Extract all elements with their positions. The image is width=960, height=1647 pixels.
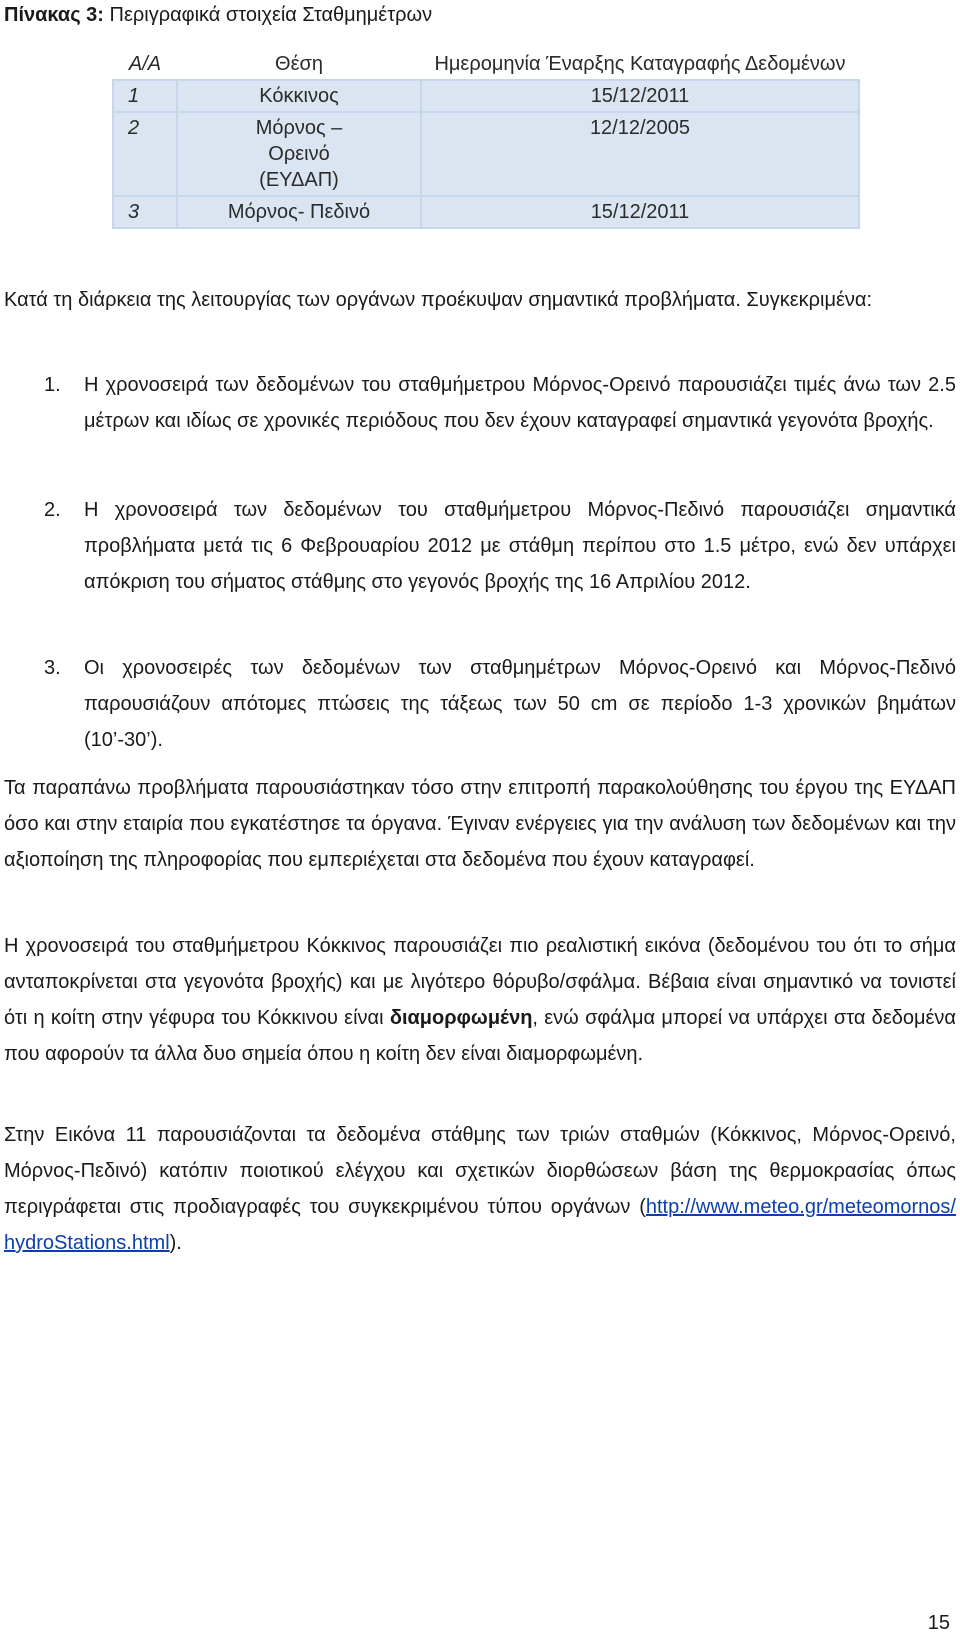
list-item — [44, 650, 956, 758]
header-date: Ημερομηνία Έναρξης Καταγραφής Δεδομένων — [421, 49, 859, 80]
paragraph-3 — [4, 1117, 956, 1261]
table-row — [113, 112, 859, 196]
stations-table — [112, 49, 860, 229]
table-row — [113, 196, 859, 228]
paragraph-2-text-end: , ενώ σφάλμα μπορεί να υπάρχει στα δεδομένα που αφορούν τα άλλα δυο σημεία όπου η κοίτη δεν είναι διαμορφωμένη. — [4, 1007, 956, 1065]
list-text: Η χρονοσειρά των δεδομένων του σταθμήμετρου Μόρνος-Πεδινό παρουσιάζει σημαντικά προβλήματα μετά τις 6 Φεβρουαρίου 2012 με στάθμη περίπου στο 1.5 μέτρο, ενώ δεν υπάρχει απόκριση του σήματος στάθμης στο γεγονός βροχής της 16 Απριλίου 2012. — [84, 499, 956, 593]
row-aa: 1 — [113, 80, 177, 112]
row-date: 15/12/2011 — [421, 80, 859, 112]
list-number: 3. — [44, 657, 61, 679]
header-aa: Α/Α — [113, 49, 177, 80]
row-position: Μόρνος- Πεδινό — [177, 196, 421, 228]
paragraph-2 — [4, 928, 956, 1072]
intro-paragraph: Κατά τη διάρκεια της λειτουργίας των οργάνων προέκυψαν σημαντικά προβλήματα. Συγκεκριμένα: — [4, 289, 873, 311]
list-item — [44, 492, 956, 600]
row-aa: 2 — [113, 112, 177, 196]
paragraph-1: Τα παραπάνω προβλήματα παρουσιάστηκαν τόσο στην επιτροπή παρακολούθησης του έργου της ΕΥΔΑΠ όσο και στην εταιρία που εγκατέστησε τα όργανα. Έγιναν ενέργειες για την ανάλυση των δεδομένων και την αξιοποίηση της πληροφορίας που εμπεριέχεται στα δεδομένα που έχουν καταγραφεί. — [4, 777, 956, 871]
row-date: 12/12/2005 — [421, 112, 859, 196]
page-number: 15 — [927, 1612, 950, 1634]
row-position: Μόρνος – Ορεινό (ΕΥΔΑΠ) — [177, 112, 421, 196]
list-item — [44, 367, 956, 439]
paragraph-2-bold: διαμορφωμένη — [389, 1007, 533, 1029]
paragraph-3-text-end: ). — [169, 1232, 182, 1254]
table-row — [113, 80, 859, 112]
list-number: 2. — [44, 499, 61, 521]
list-text: Οι χρονοσειρές των δεδομένων των σταθμημέτρων Μόρνος-Ορεινό και Μόρνος-Πεδινό παρουσιάζουν απότομες πτώσεις της τάξεως των 50 cm σε περίοδο 1-3 χρονικών βημάτων (10’-30’). — [84, 657, 956, 751]
row-date: 15/12/2011 — [421, 196, 859, 228]
list-number: 1. — [44, 374, 61, 396]
row-position: Κόκκινος — [177, 80, 421, 112]
hydro-stations-link[interactable]: http://www.meteo.gr/meteomornos/ hydroStations.html — [4, 1196, 956, 1254]
row-aa: 3 — [113, 196, 177, 228]
header-position: Θέση — [177, 49, 421, 80]
paragraph-2-text: Η χρονοσειρά του σταθμήμετρου Κόκκινος παρουσιάζει πιο ρεαλιστική εικόνα (δεδομένου του ότι το σήμα ανταποκρίνεται στα γεγονότα βροχής) και με λιγότερο θόρυβο/σφάλμα. Βέβαια είναι σημαντικό να τονιστεί ότι η κοίτη στην γέφυρα του Κόκκινου είναι — [4, 935, 956, 1029]
caption-text: Περιγραφικά στοιχεία Σταθμημέτρων — [109, 4, 433, 26]
table-caption — [4, 2, 432, 28]
list-text: Η χρονοσειρά των δεδομένων του σταθμήμετρου Μόρνος-Ορεινό παρουσιάζει τιμές άνω των 2.5 μέτρων και ιδίως σε χρονικές περιόδους που δεν έχουν καταγραφεί σημαντικά γεγονότα βροχής. — [84, 374, 956, 432]
paragraph-3-text: Στην Εικόνα 11 παρουσιάζονται τα δεδομένα στάθμης των τριών σταθμών (Κόκκινος, Μόρνος-Ορεινό, Μόρνος-Πεδινό) κατόπιν ποιοτικού ελέγχου και σχετικών διορθώσεων βάση της θερμοκρασίας όπως περιγράφεται στις προδιαγραφές του συγκεκριμένου τύπου οργάνων ( — [4, 1124, 956, 1218]
caption-label: Πίνακας 3: — [4, 4, 104, 26]
table-header-row — [113, 49, 859, 80]
